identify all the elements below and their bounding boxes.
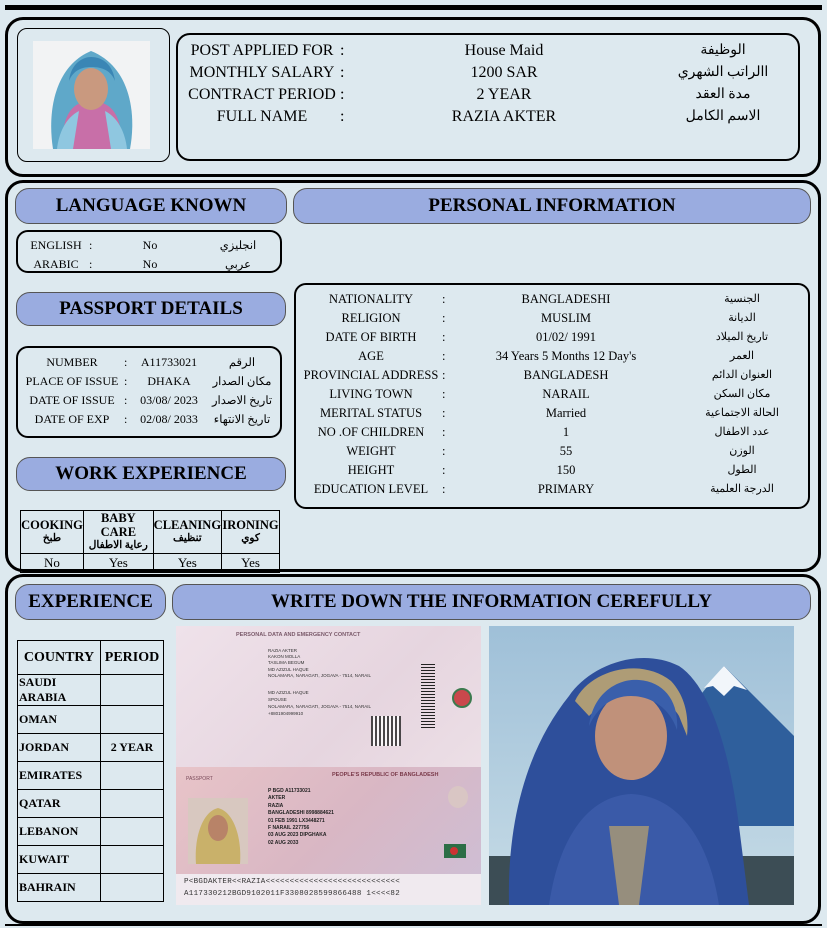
language-label: ENGLISH — [30, 238, 82, 252]
experience-row — [18, 675, 164, 706]
header-colon: : — [340, 64, 345, 81]
work-header-en: IRONING — [222, 518, 279, 532]
work-header-ar: كوي — [241, 533, 260, 544]
passport-bottom-line: F NARAIL 227756 — [268, 825, 310, 832]
experience-country: OMAN — [18, 706, 101, 734]
work-header-cell — [222, 511, 280, 554]
passport-emergency-line: SPOUSE — [268, 697, 287, 702]
personal-value: 55 — [559, 444, 573, 458]
passport-mrz-line-2: A117330212BGD9102011F3308028599866488 1<<<<82 — [184, 890, 401, 898]
header-label: CONTRACT PERIOD — [188, 86, 336, 103]
passport-bottom-line: BANGLADESHI 8998884621 — [268, 810, 334, 817]
language-label: ARABIC — [33, 257, 79, 271]
personal-colon: : — [442, 387, 446, 401]
passport-top-line: KAKON MOLLA — [268, 654, 301, 660]
personal-arabic: الحالة الاجتماعية — [705, 407, 779, 419]
passport-top-line: NOLAMARA, NARAGATI, JOGAVA - 7514, NARAIL — [268, 672, 372, 678]
personal-colon: : — [442, 463, 446, 477]
header-arabic: االراتب الشهري — [677, 65, 769, 80]
language-arabic: عربي — [225, 259, 251, 271]
experience-period — [101, 874, 164, 902]
experience-table — [17, 640, 164, 902]
passport-top-line: MD AZIZUL HAQUE — [268, 666, 309, 672]
passport-arabic: الرقم — [228, 357, 256, 369]
experience-row — [18, 790, 164, 818]
passport-bottom-left: PASSPORT — [186, 776, 213, 782]
passport-colon: : — [124, 374, 128, 388]
write-down-title — [172, 584, 811, 620]
passport-mrz-line-1: P<BGDAKTER<<RAZIA<<<<<<<<<<<<<<<<<<<<<<<<<<<< — [184, 878, 401, 886]
bottom-rule — [5, 924, 822, 926]
passport-value: DHAKA — [147, 374, 191, 388]
passport-colon: : — [124, 393, 128, 407]
passport-emergency-line: NOLAMARA, NARAGATI, JOGAVA - 7514, NARAIL — [268, 704, 372, 709]
experience-title — [15, 584, 166, 620]
personal-value: MUSLIM — [540, 311, 591, 325]
passport-colon: : — [124, 412, 128, 426]
experience-title-text: EXPERIENCE — [28, 591, 153, 612]
experience-country: QATAR — [18, 790, 101, 818]
passport-bottom-line: 03 AUG 2023 DIPGHAKA — [268, 832, 327, 839]
header-label: MONTHLY SALARY — [189, 64, 335, 81]
passport-top-heading: PERSONAL DATA AND EMERGENCY CONTACT — [236, 632, 361, 638]
passport-barcode — [421, 664, 435, 728]
personal-label: NATIONALITY — [328, 292, 413, 306]
experience-row — [18, 846, 164, 874]
personal-value: BANGLADESH — [523, 368, 609, 382]
personal-arabic: تاريخ الميلاد — [715, 331, 769, 343]
work-value-cell: Yes — [83, 554, 153, 573]
personal-colon: : — [442, 349, 446, 363]
passport-value: A11733021 — [140, 355, 198, 369]
passport-scan — [176, 626, 481, 905]
passport-arabic: تاريخ الاصدار — [211, 395, 273, 407]
personal-colon: : — [442, 425, 446, 439]
personal-information-title — [293, 188, 811, 224]
passport-bottom-line: RAZIA — [268, 802, 284, 809]
personal-arabic: العنوان الدائم — [711, 369, 773, 381]
experience-country: JORDAN — [18, 734, 101, 762]
passport-label: PLACE OF ISSUE — [25, 374, 119, 388]
header-value: House Maid — [464, 42, 544, 59]
language-known-title — [15, 188, 287, 224]
experience-period — [101, 706, 164, 734]
passport-emergency-line: MD AZIZUL HAQUE — [268, 690, 309, 695]
personal-label: NO .OF CHILDREN — [317, 425, 425, 439]
header-value: 1200 SAR — [470, 64, 538, 81]
experience-period — [101, 762, 164, 790]
passport-label: DATE OF ISSUE — [29, 393, 115, 407]
passport-colon: : — [124, 355, 128, 369]
work-header-en: BABY CARE — [100, 511, 137, 539]
passport-qr-code — [371, 716, 401, 746]
passport-top-line: RAZIA AKTER — [268, 648, 298, 653]
passport-label: NUMBER — [46, 355, 98, 369]
passport-holder-photo — [188, 798, 248, 864]
experience-country: KUWAIT — [18, 846, 101, 874]
top-rule — [5, 5, 822, 10]
header-value: RAZIA AKTER — [451, 108, 557, 125]
header-value: 2 YEAR — [476, 86, 532, 103]
experience-country: EMIRATES — [18, 762, 101, 790]
personal-label: EDUCATION LEVEL — [313, 482, 429, 496]
personal-value: Married — [545, 406, 587, 420]
experience-row — [18, 706, 164, 734]
work-experience-table — [20, 510, 280, 573]
personal-label: WEIGHT — [346, 444, 396, 458]
personal-arabic: الطول — [727, 464, 757, 476]
language-value: No — [142, 257, 158, 271]
work-header-ar: تنظيف — [172, 533, 202, 544]
experience-period — [101, 818, 164, 846]
experience-row — [18, 874, 164, 902]
passport-value: 02/08/ 2033 — [140, 412, 198, 426]
passport-label: DATE OF EXP — [34, 412, 110, 426]
passport-chip-photo — [448, 786, 468, 808]
personal-label: AGE — [358, 349, 384, 363]
personal-arabic: الجنسية — [724, 293, 760, 305]
passport-bottom-line: 02 AUG 2033 — [268, 839, 299, 846]
experience-row — [18, 818, 164, 846]
experience-period — [101, 675, 164, 706]
passport-bottom-line: AKTER — [268, 795, 286, 802]
passport-emblem — [452, 688, 472, 708]
personal-colon: : — [442, 406, 446, 420]
work-header-cell — [83, 511, 153, 554]
work-value-cell: Yes — [222, 554, 280, 573]
experience-row — [18, 734, 164, 762]
passport-arabic: تاريخ الانتهاء — [213, 414, 271, 426]
personal-colon: : — [442, 311, 446, 325]
passport-value: 03/08/ 2023 — [140, 393, 198, 407]
experience-country: BAHRAIN — [18, 874, 101, 902]
personal-label: RELIGION — [341, 311, 401, 325]
personal-value: 150 — [556, 463, 576, 477]
passport-details-title — [16, 292, 286, 326]
language-arabic: انجليزي — [219, 240, 257, 252]
personal-value: 1 — [562, 425, 570, 439]
language-value: No — [142, 238, 158, 252]
personal-arabic: الدرجة العلمية — [710, 483, 774, 495]
personal-colon: : — [442, 368, 446, 382]
language-colon: : — [89, 238, 93, 252]
experience-country: SAUDI ARABIA — [18, 675, 101, 706]
passport-arabic: مكان الصدار — [212, 376, 272, 388]
personal-colon: : — [442, 444, 446, 458]
personal-label: LIVING TOWN — [329, 387, 413, 401]
profile-photo — [33, 41, 150, 149]
personal-arabic: مكان السكن — [713, 388, 771, 400]
experience-period — [101, 846, 164, 874]
personal-arabic: الديانة — [728, 312, 756, 324]
passport-details-title-text: PASSPORT DETAILS — [59, 298, 243, 319]
experience-country: LEBANON — [18, 818, 101, 846]
personal-information-title-text: PERSONAL INFORMATION — [428, 195, 676, 216]
period-header: PERIOD — [101, 641, 164, 675]
header-label: POST APPLIED FOR — [190, 42, 334, 59]
full-body-photo — [489, 626, 794, 905]
passport-emergency-line: +8801904999910 — [268, 711, 304, 716]
write-down-title-text: WRITE DOWN THE INFORMATION CEREFULLY — [271, 591, 712, 612]
personal-label: DATE OF BIRTH — [325, 330, 417, 344]
work-header-en: COOKING — [21, 518, 83, 532]
personal-label: MERITAL STATUS — [319, 406, 423, 420]
work-header-cell — [21, 511, 84, 554]
work-header-en: CLEANING — [153, 518, 222, 532]
personal-colon: : — [442, 330, 446, 344]
header-arabic: الاسم الكامل — [685, 109, 761, 124]
personal-value: PRIMARY — [537, 482, 595, 496]
personal-value: 01/02/ 1991 — [535, 330, 597, 344]
language-known-title-text: LANGUAGE KNOWN — [55, 195, 247, 216]
experience-period: 2 YEAR — [101, 734, 164, 762]
passport-top-line: TASLIMA BEGUM — [268, 660, 305, 666]
header-label: FULL NAME — [216, 108, 308, 125]
personal-arabic: عدد الاطفال — [714, 426, 770, 438]
header-colon: : — [340, 42, 345, 59]
personal-arabic: العمر — [729, 350, 755, 362]
header-arabic: الوظيفة — [700, 43, 746, 58]
personal-label: PROVINCIAL ADDRESS — [303, 368, 439, 382]
work-experience-title — [16, 457, 286, 491]
passport-flag — [444, 844, 466, 858]
work-header-cell — [153, 511, 221, 554]
work-header-ar: طبخ — [42, 533, 62, 544]
header-arabic: مدة العقد — [695, 87, 751, 102]
personal-colon: : — [442, 292, 446, 306]
header-colon: : — [340, 86, 345, 103]
passport-bottom-line: P BGD A11733021 — [268, 788, 311, 794]
personal-colon: : — [442, 482, 446, 496]
work-value-cell: Yes — [153, 554, 221, 573]
personal-value: NARAIL — [542, 387, 590, 401]
passport-bottom-line: 01 FEB 1991 LX3448271 — [268, 817, 325, 824]
personal-arabic: الوزن — [729, 445, 755, 457]
experience-period — [101, 790, 164, 818]
country-header: COUNTRY — [18, 641, 101, 675]
work-value-cell: No — [21, 554, 84, 573]
language-colon: : — [89, 257, 93, 271]
personal-label: HEIGHT — [347, 463, 395, 477]
personal-value: BANGLADESHI — [521, 292, 611, 306]
passport-bottom-heading: PEOPLE'S REPUBLIC OF BANGLADESH — [332, 772, 439, 778]
personal-value: 34 Years 5 Months 12 Day's — [495, 349, 637, 363]
work-header-ar: رعاية الاطفال — [88, 540, 148, 551]
header-colon: : — [340, 108, 345, 125]
experience-row — [18, 762, 164, 790]
work-experience-title-text: WORK EXPERIENCE — [55, 463, 247, 484]
